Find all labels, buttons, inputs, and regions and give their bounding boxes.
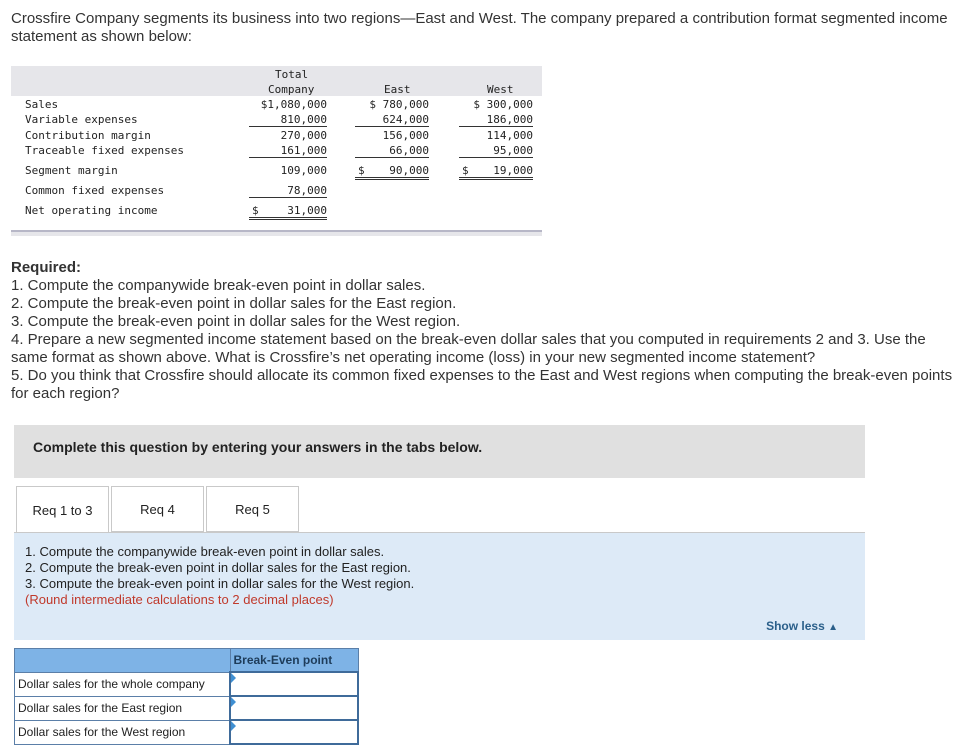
header-total-2: Company bbox=[268, 83, 315, 96]
triangle-up-icon: ▲ bbox=[828, 622, 838, 633]
east-region-input[interactable] bbox=[230, 696, 358, 720]
east-cm: 156,000 bbox=[382, 129, 429, 142]
total-common: 78,000 bbox=[249, 184, 327, 198]
break-even-column-header: Break-Even point bbox=[230, 649, 358, 673]
required-heading: Required: bbox=[11, 259, 82, 276]
required-item-4: 4. Prepare a new segmented income statement based on the break-even dollar sales that you computed in requirements 2 and 3. Use the same format as shown above. What is Crossfire’s net operating income (loss) in your new segmented income statement? bbox=[11, 331, 926, 366]
row-label-segment: Segment margin bbox=[25, 164, 118, 177]
panel-rounding-note: (Round intermediate calculations to 2 decimal places) bbox=[25, 592, 334, 607]
required-item-3: 3. Compute the break-even point in dollar sales for the West region. bbox=[11, 313, 461, 330]
show-less-link[interactable]: Show less ▲ bbox=[766, 619, 838, 633]
header-total-1: Total bbox=[275, 68, 309, 81]
row-label-traceable: Traceable fixed expenses bbox=[25, 144, 184, 157]
break-even-table bbox=[14, 648, 359, 745]
required-section bbox=[11, 259, 956, 403]
east-segment: 90,000 bbox=[355, 164, 429, 180]
tab-req-5[interactable]: Req 5 bbox=[206, 486, 299, 532]
panel-line-3: 3. Compute the break-even point in dollar sales for the West region. bbox=[25, 576, 415, 591]
row-label-common: Common fixed expenses bbox=[25, 184, 165, 197]
total-traceable: 161,000 bbox=[249, 144, 327, 158]
east-sales: $ 780,000 bbox=[369, 98, 429, 111]
total-segment: 109,000 bbox=[280, 164, 327, 177]
row-label-sales: Sales bbox=[25, 98, 59, 111]
row-label-noi: Net operating income bbox=[25, 204, 158, 217]
required-item-1: 1. Compute the companywide break-even point in dollar sales. bbox=[11, 277, 426, 294]
west-cm: 114,000 bbox=[486, 129, 533, 142]
required-item-2: 2. Compute the break-even point in dollar sales for the East region. bbox=[11, 295, 457, 312]
required-item-5: 5. Do you think that Crossfire should allocate its common fixed expenses to the East and West regions when computing the break-even points for each region? bbox=[11, 367, 953, 402]
total-cm: 270,000 bbox=[280, 129, 327, 142]
table-row bbox=[15, 720, 359, 744]
total-sales: $1,080,000 bbox=[260, 98, 327, 111]
header-west: West bbox=[487, 83, 514, 96]
west-segment-dollar: $ bbox=[462, 164, 469, 177]
east-variable: 624,000 bbox=[355, 113, 429, 127]
row-label-cm: Contribution margin bbox=[25, 129, 151, 142]
tab-req-4[interactable]: Req 4 bbox=[111, 486, 204, 532]
east-segment-dollar: $ bbox=[358, 164, 365, 177]
panel-line-2: 2. Compute the break-even point in dollar sales for the East region. bbox=[25, 560, 411, 575]
table-row bbox=[15, 672, 359, 696]
table-corner bbox=[15, 649, 231, 673]
east-traceable: 66,000 bbox=[355, 144, 429, 158]
row-label-east-region: Dollar sales for the East region bbox=[15, 696, 231, 720]
question-panel bbox=[14, 533, 865, 640]
instruction-text: Complete this question by entering your answers in the tabs below. bbox=[33, 439, 483, 455]
panel-line-1: 1. Compute the companywide break-even point in dollar sales. bbox=[25, 544, 385, 559]
row-label-whole-company: Dollar sales for the whole company bbox=[15, 672, 231, 696]
intro-paragraph: Crossfire Company segments its business into two regions—East and West. The company prepared a contribution format segmented income statement as shown below: bbox=[11, 10, 948, 45]
tab-req-1-to-3[interactable]: Req 1 to 3 bbox=[16, 486, 109, 534]
total-noi: 31,000 bbox=[249, 204, 327, 220]
west-sales: $ 300,000 bbox=[473, 98, 533, 111]
west-variable: 186,000 bbox=[459, 113, 533, 127]
table-row bbox=[15, 696, 359, 720]
west-region-input[interactable] bbox=[230, 720, 358, 744]
whole-company-input[interactable] bbox=[230, 672, 358, 696]
total-noi-dollar: $ bbox=[252, 204, 259, 217]
west-segment: 19,000 bbox=[459, 164, 533, 180]
header-east: East bbox=[384, 83, 411, 96]
row-label-west-region: Dollar sales for the West region bbox=[15, 720, 231, 744]
income-statement bbox=[11, 66, 542, 236]
west-traceable: 95,000 bbox=[459, 144, 533, 158]
instruction-banner bbox=[14, 425, 865, 478]
row-label-variable: Variable expenses bbox=[25, 113, 138, 126]
total-variable: 810,000 bbox=[249, 113, 327, 127]
